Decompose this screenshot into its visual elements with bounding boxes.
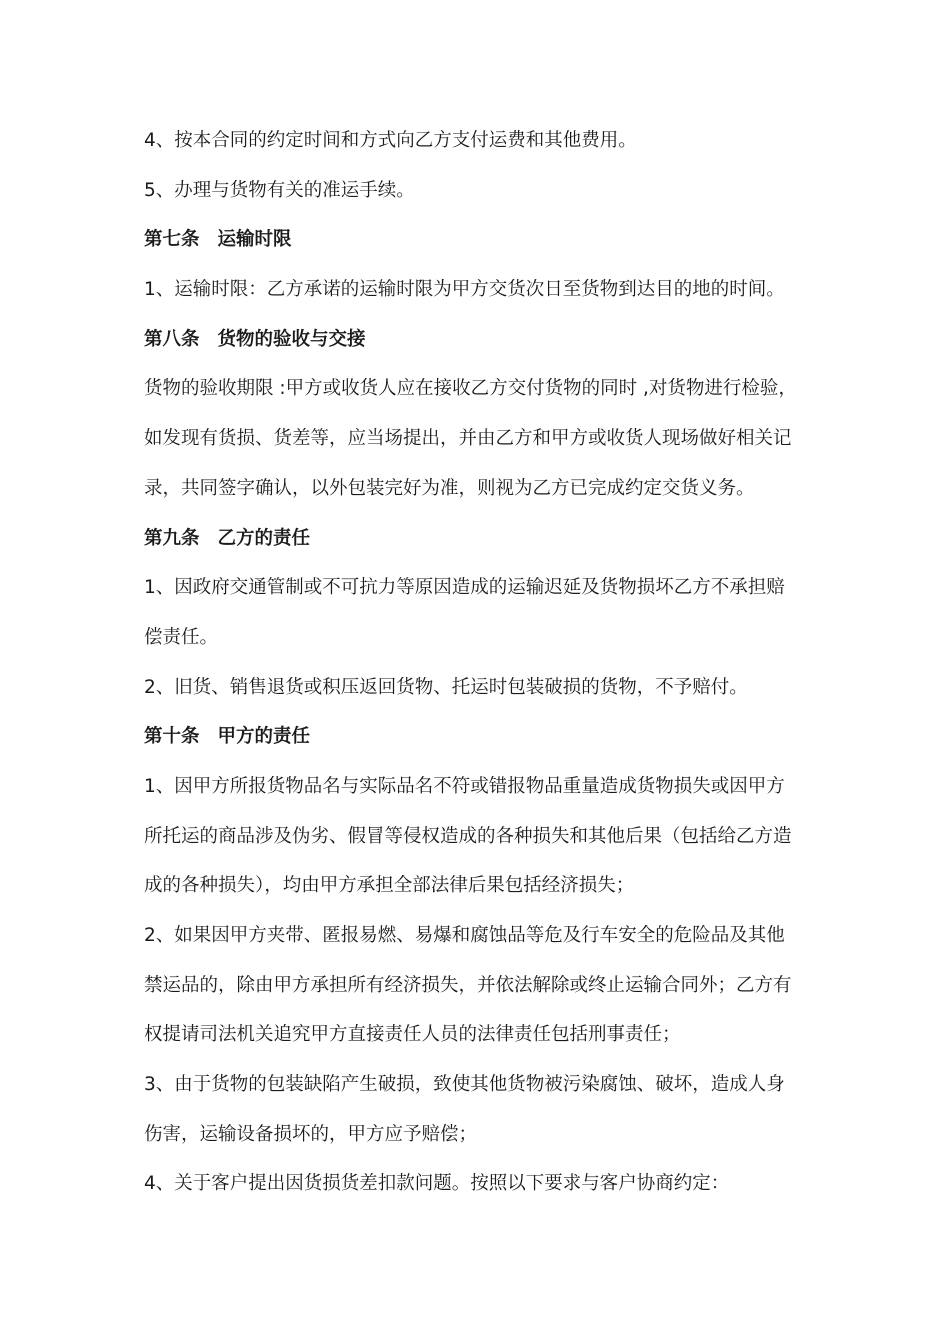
section-heading xyxy=(144,215,816,265)
paragraph-line: 3、由于货物的包装缺陷产生破损，致使其他货物被污染腐蚀、破坏，造成人身 xyxy=(144,1074,785,1096)
paragraph-line: 录，共同签字确认，以外包装完好为准，则视为乙方已完成约定交货义务。 xyxy=(144,477,755,499)
section-number: 第八条 xyxy=(144,328,200,350)
section-title: 运输时限 xyxy=(217,229,292,251)
paragraph-line: 权提请司法机关追究甲方直接责任人员的法律责任包括刑事责任； xyxy=(144,1024,681,1046)
paragraph-line: 2、旧货、销售退货或积压返回货物、托运时包装破损的货物，不予赔付。 xyxy=(144,676,748,698)
paragraph-line: 成的各种损失），均由甲方承担全部法律后果包括经济损失； xyxy=(144,875,635,897)
paragraph-line: 4、关于客户提出因货损货差扣款问题。按照以下要求与客户协商约定： xyxy=(144,1173,730,1195)
section-number: 第七条 xyxy=(144,229,200,251)
section-number: 第十条 xyxy=(144,726,200,748)
paragraph-line: 1、因甲方所报货物品名与实际品名不符或错报物品重量造成货物损失或因甲方 xyxy=(144,775,785,797)
section-heading xyxy=(144,514,816,564)
section-heading xyxy=(144,712,816,762)
paragraph-line: 伤害，运输设备损坏的，甲方应予赔偿； xyxy=(144,1123,478,1145)
paragraph-line: 1、运输时限：乙方承诺的运输时限为甲方交货次日至货物到达目的地的时间。 xyxy=(144,279,785,301)
paragraph-line: 2、如果因甲方夹带、匿报易燃、易爆和腐蚀品等危及行车安全的危险品及其他 xyxy=(144,925,785,946)
paragraph-line: 禁运品的，除由甲方承担所有经济损失，并依法解除或终止运输合同外；乙方有 xyxy=(144,974,792,996)
paragraph-line: 所托运的商品涉及伪劣、假冒等侵权造成的各种损失和其他后果（包括给乙方造 xyxy=(144,825,792,847)
paragraph-line: 1、因政府交通管制或不可抗力等原因造成的运输迟延及货物损坏乙方不承担赔 xyxy=(144,577,785,599)
paragraph-line: 偿责任。 xyxy=(144,626,219,648)
paragraph-line: 货物的验收期限 :甲方或收货人应在接收乙方交付货物的同时 ,对货物进行检验， xyxy=(144,378,797,400)
section-title: 货物的验收与交接 xyxy=(217,328,366,350)
paragraph-line: 5、办理与货物有关的准运手续。 xyxy=(144,179,415,201)
paragraph-line: 如发现有货损、货差等，应当场提出，并由乙方和甲方或收货人现场做好相关记 xyxy=(144,428,792,450)
paragraph-line: 4、按本合同的约定时间和方式向乙方支付运费和其他费用。 xyxy=(144,130,637,151)
section-title: 乙方的责任 xyxy=(217,527,311,549)
section-heading xyxy=(144,315,816,365)
section-number: 第九条 xyxy=(144,527,200,549)
document-body xyxy=(144,116,816,1209)
section-title: 甲方的责任 xyxy=(217,726,311,748)
